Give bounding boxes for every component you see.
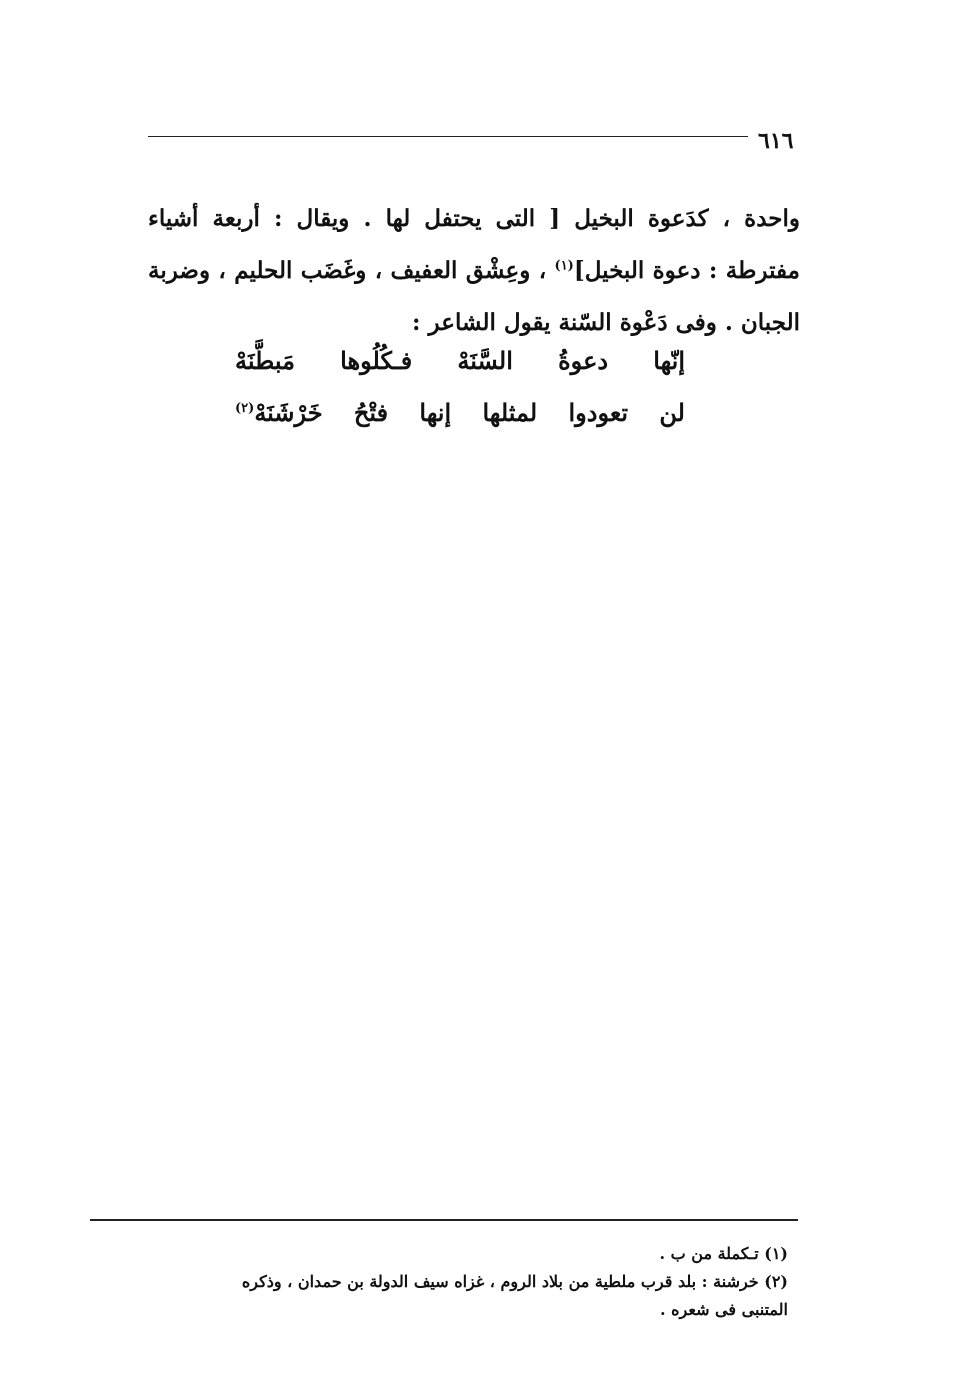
footnote-2: (٢) خرشنة : بلد قرب ملطية من بلاد الروم ، غزاه سيف الدولة بن حمدان ، وذكره xyxy=(241,1272,788,1291)
poem-word: إنّها xyxy=(653,346,685,375)
footnote-rule xyxy=(90,1219,798,1221)
poem-word: إنها xyxy=(419,398,452,427)
poem-word: السَّنَهْ xyxy=(457,346,513,375)
footnote-ref-2: (٢) xyxy=(235,401,255,416)
poem-word: مَبطَّنَهْ xyxy=(235,346,295,375)
footnote-1: (١) تـكملة من ب . xyxy=(659,1244,788,1263)
footnotes xyxy=(140,1240,788,1324)
poem-word: دعوةُ xyxy=(558,346,609,375)
poem-word: فـكُلُوها xyxy=(340,346,413,375)
poem-word: لن xyxy=(659,398,685,427)
poem-word: خَرْشَنَهْ xyxy=(254,398,323,427)
header-rule xyxy=(148,136,748,137)
poem-word: تعودوا xyxy=(568,398,629,427)
footnote-2-continuation: المتنبى فى شعره . xyxy=(660,1300,788,1319)
body-text-part-2: ، وعِشْق العفيف ، وغَضَب الحليم ، وضربة الجبان . وفى دَعْوة السّنة يقول الشاعر : xyxy=(148,257,800,336)
poem-word: فتْحُ xyxy=(353,398,389,427)
poem-word: لمثلها xyxy=(482,398,538,427)
body-paragraph xyxy=(148,193,800,349)
page-number: ٦١٦ xyxy=(758,128,794,154)
body-text-part-1: واحدة ، كدَعوة البخيل [ التى يحتفل لها . ويقال : أربعة أشياء مفترطة : دعوة البخيل] xyxy=(148,205,800,284)
poem-line-2 xyxy=(235,398,685,427)
poem-line-1 xyxy=(235,346,685,375)
poem-word-last xyxy=(235,398,323,427)
footnote-ref-1: (١) xyxy=(554,258,574,274)
